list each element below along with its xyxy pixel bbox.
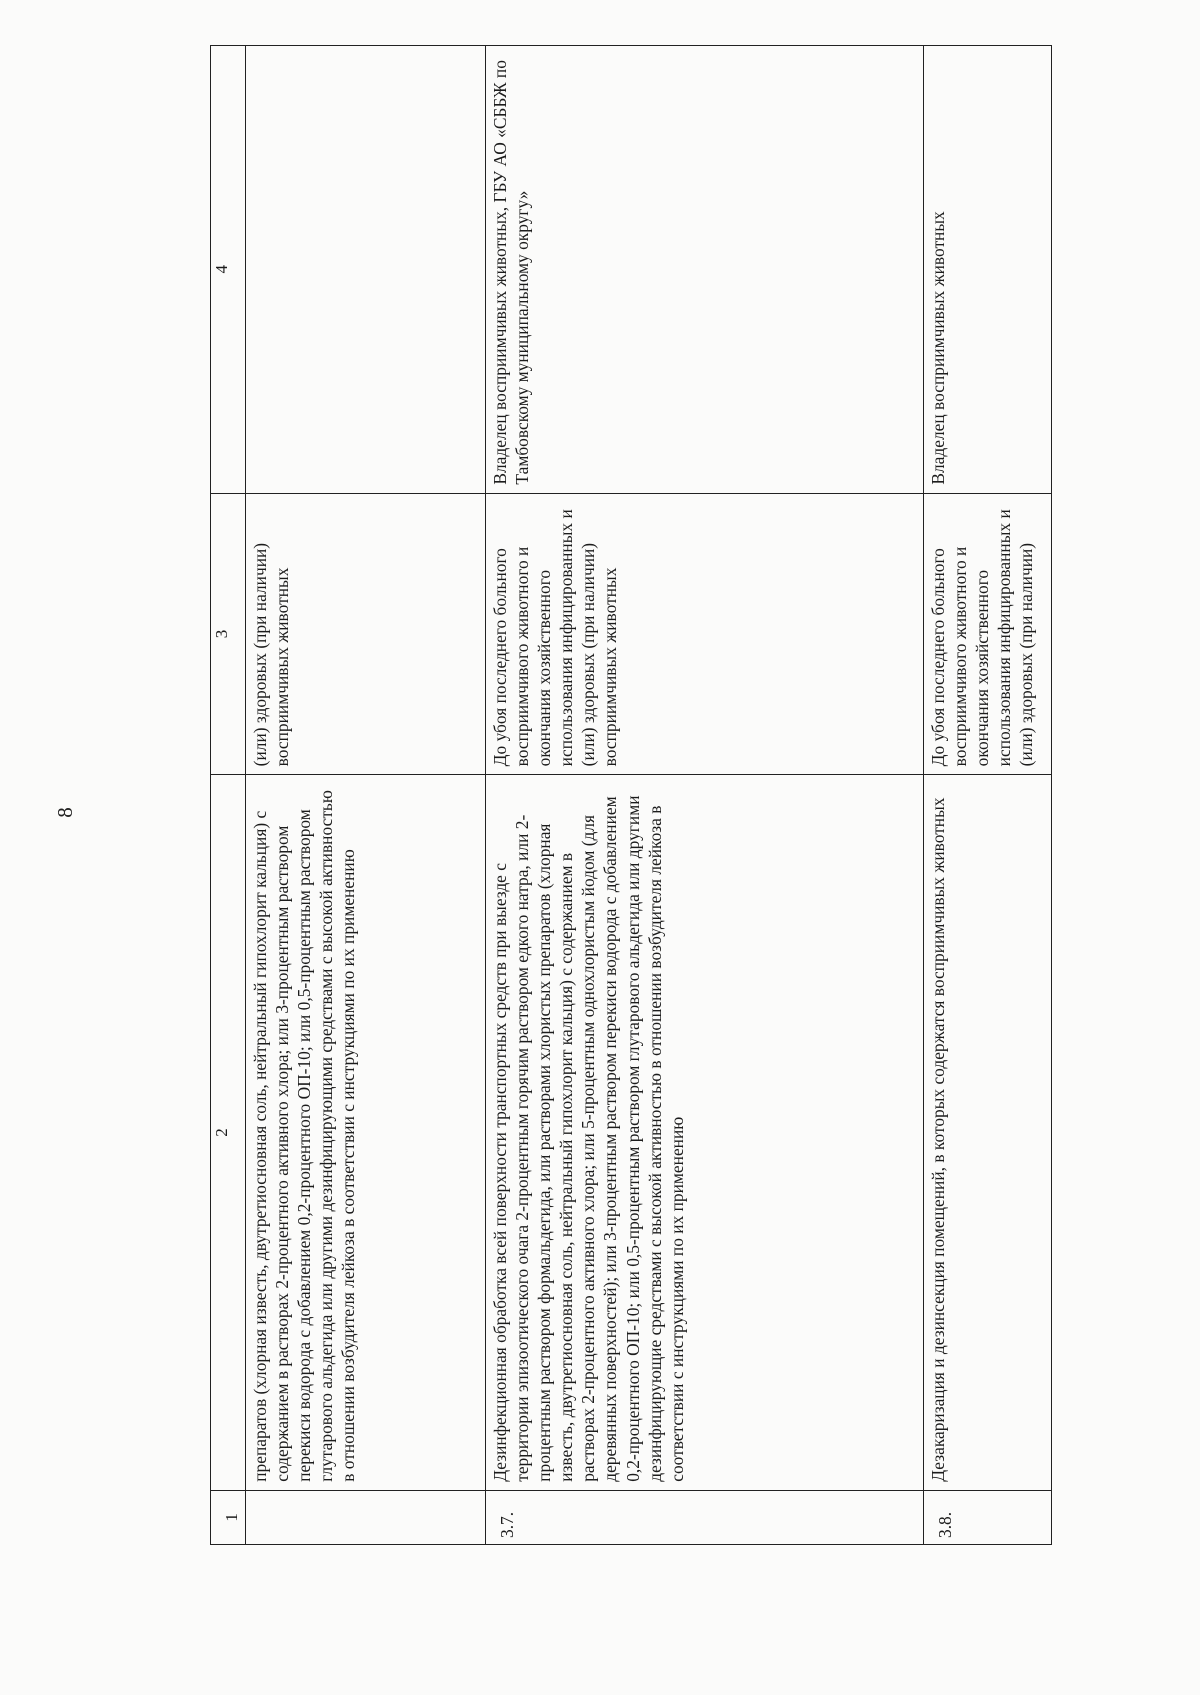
row-number-cell [246, 1490, 486, 1544]
table-row [246, 46, 486, 1545]
responsible-cell: Владелец восприимчивых животных [924, 46, 1052, 494]
measures-table-container [210, 45, 1050, 1545]
column-header-1: 1 [211, 1490, 246, 1544]
row-number-cell: 3.8. [924, 1490, 1052, 1544]
term-cell: До убоя последнего больного восприимчивого животного и окончания хозяйственного использования инфицированных и (или) здоровых (при наличии) восприимчивых животных [486, 493, 924, 775]
table-header-row [211, 46, 246, 1545]
responsible-cell [246, 46, 486, 494]
term-cell: До убоя последнего больного восприимчивого животного и окончания хозяйственного использования инфицированных и (или) здоровых (при наличии) [924, 493, 1052, 775]
column-header-2: 2 [211, 775, 246, 1490]
responsible-cell: Владелец восприимчивых животных, ГБУ АО «СББЖ по Тамбовскому муниципальному округу» [486, 46, 924, 494]
table-row [924, 46, 1052, 1545]
table-row [486, 46, 924, 1545]
row-number-cell: 3.7. [486, 1490, 924, 1544]
column-header-4: 4 [211, 46, 246, 494]
measure-cell: Дезинфекционная обработка всей поверхности транспортных средств при выезде с территории эпизоотического очага 2-процентным горячим раствором едкого натра, или 2-процентным раствором формальдегида, или растворами хлористых препаратов (хлорная известь, двутретиосновная соль, нейтральный гипохлорит кальция) с содержанием в растворах 2-процентного активного хлора; или 5-процентным однохлористым йодом (для деревянных поверхностей); или 3-процентным раствором перекиси водорода с добавлением 0,2-процентного ОП-10; или 0,5-процентным раствором глутарового альдегида или другими дезинфицирующие средствами с высокой активностью в отношении возбудителя лейкоза в соответствии с инструкциями по их применению [486, 775, 924, 1490]
page-number: 8 [52, 807, 77, 818]
column-header-3: 3 [211, 493, 246, 775]
measures-table [210, 45, 1052, 1545]
term-cell: (или) здоровых (при наличии) восприимчивых животных [246, 493, 486, 775]
measure-cell: Дезакаризация и дезинсекция помещений, в которых содержатся восприимчивых животных [924, 775, 1052, 1490]
measure-cell: препаратов (хлорная известь, двутретиосновная соль, нейтральный гипохлорит кальция) с содержанием в растворах 2-процентного активного хлора; или 3-процентным раствором перекиси водорода с добавлением 0,2-процентного ОП-10; или 0,5-процентным раствором глутарового альдегида или другими дезинфицирующими средствами с высокой активностью в отношении возбудителя лейкоза в соответствии с инструкциями по их применению [246, 775, 486, 1490]
